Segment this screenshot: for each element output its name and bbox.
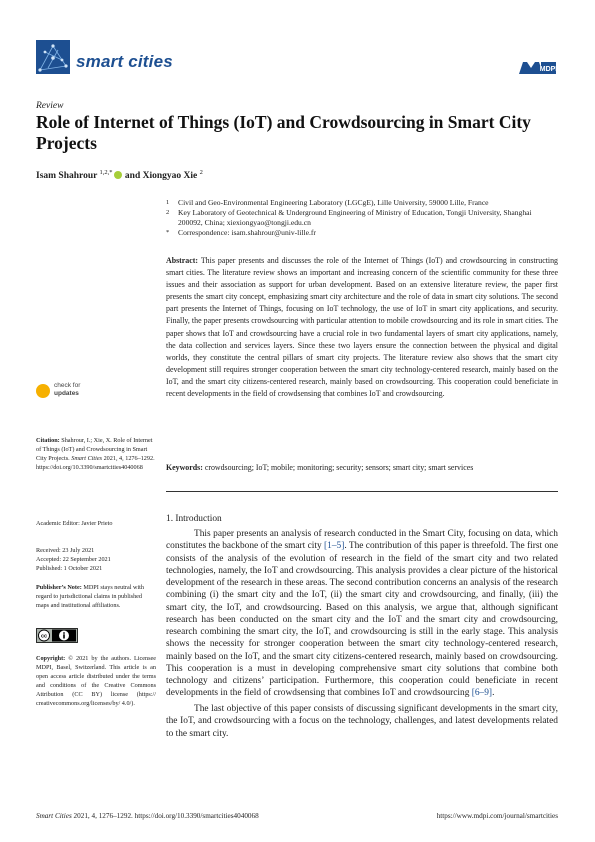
reference-link[interactable]: [6–9] [471,688,493,699]
affiliation-item: 2 Key Laboratory of Geotechnical & Underground Engineering of Ministry of Education, Tongji University, Shanghai 200092, China; xiexiongyao@tongji.edu.cn [166,208,532,227]
citation-block: Citation: Shahrour, I.; Xie, X. Role of Internet of Things (IoT) and Crowdsourcing in Smart City Projects. Smart Cities 2021, 4, 1276–1292. https://doi.org/10.3390/smartcities4040068 [36,437,155,472]
author-name: and Xiongyao Xie [124,171,198,182]
abstract-text: This paper presents and discusses the role of the Internet of Things (IoT) and crowdsourcing in constructing smart cities. The literature review shows an important and increasing concern of the scientific community for these three issues and their association as support for urban development. Based on an extensive literature review, the paper first presents the smart city concept, emphasizing smart city architecture and the role of data in smart city solutions. The second part presents the Internet of Things, focusing on IoT technology, the use of IoT in smart city applications, and security. Finally, the paper presents crowdsourcing with particular attention to mobile crowdsourcing and its role in smart cities. The paper shows that IoT and crowdsourcing have a crucial role in two fundamental layers of smart city applications, namely, the data collection and services layers. Since these two layers ensure the connection between the physical and digital worlds, they constitute the central pillars of smart city projects. The literature review also shows that the smart city development still requires stronger cooperation between the smart city technology-centered research, mainly based on the IoT, and the smart city citizens-centered research, mainly based on crowdsourcing. This cooperation could beneficiate in recent developments in the field of crowdsensing that combines IoT and crowdsourcing. [166,256,558,399]
affiliation-item: 1 Civil and Geo-Environmental Engineering Laboratory (LGCgE), Lille University, 59000 Lille, France [166,198,489,207]
journal-name: smart cities [76,52,173,71]
keywords [166,462,558,474]
check-updates-icon [36,384,50,398]
abstract-label: Abstract: [166,256,198,265]
cc-by-license-icon[interactable] [36,628,78,643]
footer-citation: Smart Cities 2021, 4, 1276–1292. https://doi.org/10.3390/smartcities4040068 [36,812,259,820]
body-paragraph: This paper presents an analysis of research conducted in the Smart City, focusing on data, which constitutes the backbone of the smart city [1–5]. The contribution of this paper is threefold. The first one consists of the analysis of the evolution of research in the field of the smart city and two related technologies, namely, the IoT and crowdsourcing. This analysis provides a clear picture of the historical development of the research in these areas. The second contribution concerns an analysis of the research combining (i) the smart city and the IoT, (ii) the smart city and crowdsourcing, and finally, (iii) the smart city, the IoT, and crowdsourcing. Based on this analysis, we argue that, although significant research has been conducted on the smart city and the IoT and the smart city and crowdsourcing, research combining the smart city, the IoT, and crowdsourcing is still in the early stage. This analysis shows the necessity for stronger cooperation between the smart city technology-centered research, mainly based on the IoT, and the smart city citizens-centered research, mainly based on crowdsourcing. This cooperation is a must in developing comprehensive smart city solutions that combine both technology and citizens’ participation. Furthermore, this cooperation could beneficiate in recent developments in the field of crowdsensing that combines IoT and crowdsourcing [6–9]. [166,529,559,699]
journal-logo [36,40,70,74]
keywords-text: crowdsourcing; IoT; mobile; monitoring; security; sensors; smart city; smart services [204,463,474,472]
orcid-icon[interactable] [114,171,122,179]
academic-editor: Academic Editor: Javier Prieto [36,520,113,527]
author-list [36,169,203,181]
author-affiliation-marks: 2 [199,169,203,176]
cc-badge-text: cc [40,633,48,640]
citation-doi-link[interactable]: https://doi.org/10.3390/smartcities4040068 [36,464,143,472]
abstract [166,255,558,400]
author-name: Isam Shahrour [36,171,98,182]
page-footer [36,812,558,820]
publisher-logo-text: MDPI [539,66,557,73]
copyright-notice: Copyright: © 2021 by the authors. Licensee MDPI, Basel, Switzerland. This article is an open access article distributed under the terms and conditions of the Creative Commons Attribution (CC BY) license (https:// creativecommons.org/licenses/by/ 4.0/). [36,655,157,708]
reference-link[interactable]: [1–5] [324,541,345,552]
article-title: Role of Internet of Things (IoT) and Crowdsourcing in Smart City Projects [36,112,531,153]
publisher-logo [517,60,557,76]
publisher-note: Publisher’s Note: MDPI stays neutral with regard to jurisdictional claims in published maps and institutional affiliations. [36,584,144,610]
divider [166,491,558,492]
footer-journal-url[interactable]: https://www.mdpi.com/journal/smartcities [436,812,558,820]
affiliations [166,198,558,238]
affiliation-item: * Correspondence: isam.shahrour@univ-lille.fr [166,228,316,237]
keywords-label: Keywords: [166,463,203,472]
section-heading: 1. Introduction [166,514,222,524]
publication-dates: Received: 23 July 2021 Accepted: 22 September 2021 Published: 1 October 2021 [36,547,111,573]
author-affiliation-marks: 1,2,* [99,169,113,176]
document-type: Review [36,101,64,111]
body-paragraph: The last objective of this paper consists of discussing significant developments in the smart city, the IoT, and crowdsourcing with a focus on the technology, challenges, and latest developments related to the smart city. [166,704,558,739]
